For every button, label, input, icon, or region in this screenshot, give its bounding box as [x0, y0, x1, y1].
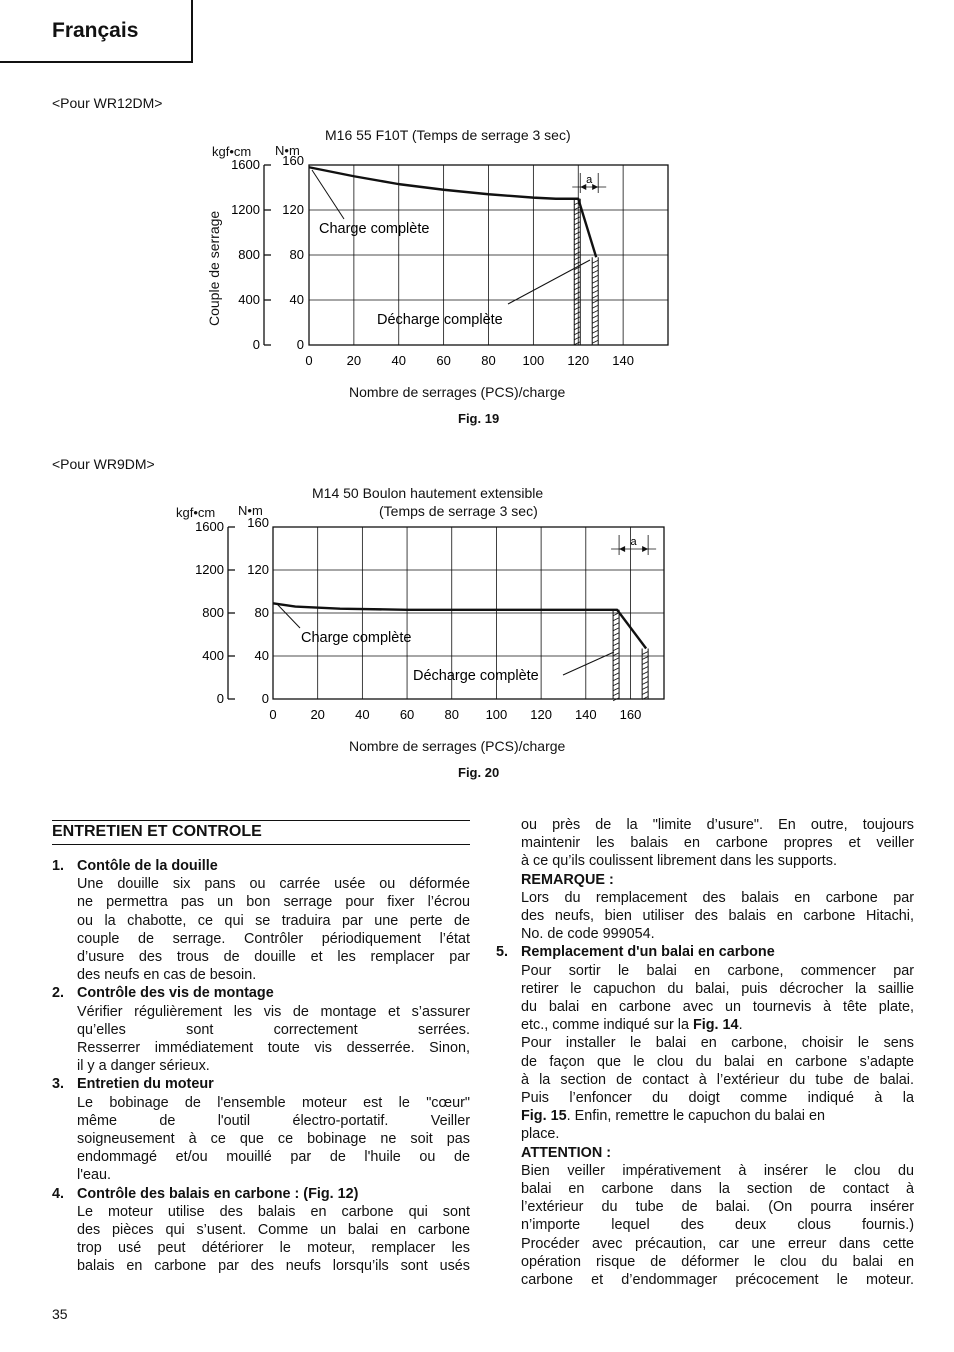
fig19-model: <Pour WR12DM>: [52, 95, 163, 111]
y-tick-label-kgf: 400: [238, 292, 260, 307]
item5-title: Remplacement d'un balai en carbone: [521, 944, 775, 961]
continuation-line: ou près de la "limite d’usure". En outre, toujours: [521, 817, 914, 833]
hatch-band-start-stroke: [613, 653, 619, 656]
remarque-line: des neufs, bien utiliser des balais en carbone Hitachi,: [521, 908, 914, 925]
item-title: Contrôle des balais en carbone : (Fig. 12): [77, 1185, 359, 1202]
fig20-title-line2: (Temps de serrage 3 sec): [379, 503, 538, 519]
continuation-line: maintenir les balais en carbone propres et veiller: [521, 835, 914, 852]
item-heading: [52, 857, 470, 875]
item-number: 4.: [52, 1185, 65, 1202]
remarque-line: Lors du remplacement des balais en carbone par: [521, 889, 914, 906]
remarque-line: No. de code 999054.: [521, 926, 655, 943]
y-tick-label-nm: 0: [296, 337, 304, 352]
x-tick-label: 100: [522, 353, 545, 368]
attention-line: Procéder avec précaution, car une erreur dans cette: [521, 1235, 914, 1252]
y-tick-label-kgf: 0: [216, 691, 224, 706]
hatch-band-start-stroke: [613, 638, 619, 641]
fig20-xlabel: Nombre de serrages (PCS)/charge: [349, 738, 566, 754]
item5-text-a-last: [496, 1016, 914, 1034]
hatch-band-end-stroke: [642, 691, 648, 694]
item-body-line: balais en carbone par des neufs lorsqu’ils sont usés: [77, 1258, 470, 1275]
x-tick-label: 140: [612, 353, 634, 368]
item5a-line: du balai en carbone avec un tournevis à tête plate,: [521, 999, 914, 1016]
dimension-label: a: [630, 536, 637, 548]
hatch-band-end-stroke: [642, 656, 648, 659]
attention-text: [496, 1162, 914, 1289]
y-tick-label-kgf: 800: [202, 605, 224, 620]
label-full-charge: Charge complète: [319, 221, 430, 237]
label-discharge: Décharge complète: [413, 668, 539, 684]
hatch-band-start-stroke: [613, 668, 619, 671]
x-tick-label: 60: [436, 353, 451, 368]
leader-discharge: [563, 652, 614, 675]
item5-text-b: [496, 1034, 914, 1107]
continuation-line: à ce qu’ils coulissent librement dans les supports.: [521, 853, 837, 870]
item5-text-b-fig: [496, 1107, 914, 1125]
y-tick-label-nm: 160: [247, 515, 269, 530]
item5a-line: retirer le capuchon du balai, puis décrocher la saillie: [521, 980, 914, 997]
hatch-band-start-stroke: [613, 678, 619, 681]
attention-heading: ATTENTION :: [521, 1144, 612, 1161]
hatch-band-start-stroke: [613, 643, 619, 646]
item-body-line: ou la chabotte, ce qui se traduira par une perte de: [77, 912, 470, 929]
y-tick-label-nm: 0: [261, 691, 269, 706]
fig20-caption: Fig. 20: [458, 765, 500, 780]
item5b-line: Puis l’enfoncer du doigt comme indiqué à la: [521, 1090, 914, 1107]
fig19-unit-nm: N•m: [275, 143, 300, 158]
hatch-band-start-stroke: [613, 648, 619, 651]
fig20-model: <Pour WR9DM>: [52, 456, 155, 472]
attention-line: n’importe lequel des deux clous fournis.): [521, 1217, 914, 1234]
y-tick-label-kgf: 1200: [195, 562, 224, 577]
item-body-line: ne permettra pas un bon serrage pour fixer l’écrou: [77, 894, 470, 911]
hatch-band-end-stroke: [642, 661, 648, 664]
fig20-title-line1: M14 50 Boulon hautement extensible: [312, 485, 544, 501]
attention-line: opération risque de déformer le clou du balai en: [521, 1253, 914, 1270]
fig20-unit-kgf: kgf•cm: [176, 505, 216, 520]
item-body-line: soigneusement à ce que ce bobinage ne soit pas: [77, 1131, 470, 1148]
item-body-line: Le bobinage de l'ensemble moteur est le "cœur": [77, 1094, 470, 1111]
x-tick-label: 60: [399, 707, 415, 722]
item-title: Entretien du moteur: [77, 1076, 214, 1093]
item5b-line: à la section de contact à l’extérieur du tube de balai.: [521, 1071, 914, 1088]
x-tick-label: 0: [269, 707, 277, 722]
item5-b-post: . Enfin, remettre le capuchon du balai en: [566, 1108, 825, 1125]
hatch-band-start-stroke: [613, 683, 619, 686]
y-tick-label-nm: 160: [282, 153, 304, 168]
item-body-line: des neufs en cas de besoin.: [77, 967, 257, 984]
item-title: Contôle de la douille: [77, 858, 218, 874]
item-heading: [52, 1185, 470, 1203]
y-tick-label-nm: 40: [289, 292, 304, 307]
page-title: Français: [52, 19, 139, 42]
x-tick-label: 40: [355, 707, 370, 722]
remarque-text: [496, 889, 914, 944]
item-body-line: il y a danger sérieux.: [77, 1058, 210, 1075]
hatch-band-end-stroke: [642, 671, 648, 674]
hatch-band-end-stroke: [642, 681, 648, 684]
page-number: 35: [52, 1306, 68, 1322]
item-body-line: qu’elles sont correctement serrées.: [77, 1021, 470, 1038]
item-body-line: Le moteur utilise des balais en carbone qui sont: [77, 1203, 470, 1220]
item5-text-b-last: place.: [521, 1126, 560, 1143]
y-tick-label-nm: 80: [254, 605, 269, 620]
item-body-line: d’usure des trous de douille et les remplacer par: [77, 949, 470, 966]
x-tick-label: 120: [567, 353, 590, 368]
y-tick-label-nm: 120: [247, 562, 269, 577]
item-body-line: trop usé peut détériorer le moteur, remplacer les: [77, 1240, 470, 1257]
y-tick-label-kgf: 1200: [231, 202, 260, 217]
label-full-charge: Charge complète: [301, 630, 412, 646]
y-tick-label-nm: 40: [254, 648, 269, 663]
item5-heading: [496, 943, 914, 961]
x-tick-label: 160: [619, 707, 642, 722]
item5b-line: Pour installer le balai en carbone, choisir le sens: [521, 1035, 914, 1052]
x-tick-label: 40: [391, 353, 406, 368]
left-column: [52, 857, 470, 1276]
remarque-heading: REMARQUE :: [521, 871, 614, 888]
item5-a-last-post: .: [738, 1017, 743, 1034]
x-tick-label: 100: [485, 707, 508, 722]
item5-a-last-pre: etc., comme indiqué sur la: [521, 1017, 693, 1034]
item-body-line: Vérifier régulièrement les vis de montage et s’assurer: [77, 1003, 470, 1020]
x-tick-label: 20: [310, 707, 325, 722]
hatch-band-start-stroke: [613, 688, 619, 691]
hatch-band-start-stroke: [613, 658, 619, 661]
y-tick-label-kgf: 0: [252, 337, 260, 352]
item-number: 1.: [52, 858, 65, 874]
hatch-band-start-stroke: [613, 673, 619, 676]
y-tick-label-kgf: 800: [238, 247, 260, 262]
y-tick-label-nm: 120: [282, 202, 304, 217]
hatch-band-end-stroke: [642, 686, 648, 689]
hatch-band-end-stroke: [642, 666, 648, 669]
fig19-caption: Fig. 19: [458, 411, 500, 426]
hatch-band-start-stroke: [613, 623, 619, 626]
item-body: [52, 1094, 470, 1185]
item-body-line: couple de serrage. Contrôler périodiquement l’état: [77, 930, 470, 947]
fig20-unit-nm: N•m: [238, 503, 263, 518]
y-tick-label-kgf: 1600: [195, 519, 224, 534]
hatch-band-start-stroke: [613, 693, 619, 696]
section-title: ENTRETIEN ET CONTROLE: [52, 820, 470, 845]
item-body-line: Resserrer immédiatement toute vis desserrée. Sinon,: [77, 1040, 470, 1057]
item-number: 2.: [52, 985, 65, 1002]
attention-line: carbone et d’endommager précocement le moteur.: [521, 1272, 914, 1289]
hatch-band-end-stroke: [642, 651, 648, 654]
item5a-line: Pour sortir le balai en carbone, commencer par: [521, 962, 914, 979]
item5-fig15-ref: Fig. 15: [521, 1108, 567, 1125]
x-tick-label: 0: [305, 353, 313, 368]
dimension-arrow: [642, 546, 648, 552]
right-column: [496, 816, 914, 1289]
item-body: [52, 1203, 470, 1276]
hatch-band-start-stroke: [613, 628, 619, 631]
x-tick-label: 20: [346, 353, 362, 368]
x-tick-label: 80: [481, 353, 496, 368]
attention-line: balai en carbone dans la section de contact à: [521, 1181, 914, 1198]
dimension-arrow: [619, 546, 625, 552]
item5-text-a: [496, 962, 914, 1017]
item-body-line: même de l'outil électro-portatif. Veiller: [77, 1112, 470, 1129]
item4-continuation: [496, 816, 914, 871]
attention-line: Bien veiller impérativement à insérer le clou du: [521, 1162, 914, 1179]
x-tick-label: 120: [530, 707, 552, 722]
item-heading: [52, 984, 470, 1002]
x-tick-label: 140: [574, 707, 597, 722]
y-tick-label-kgf: 400: [202, 648, 224, 663]
hatch-band-start-stroke: [613, 633, 619, 636]
item-title: Contrôle des vis de montage: [77, 985, 274, 1002]
item-body-line: des pièces qui s’usent. Comme un balai en carbone: [77, 1222, 470, 1239]
item-number: 3.: [52, 1076, 65, 1093]
item5-number: 5.: [496, 944, 509, 961]
hatch-band-start-stroke: [613, 618, 619, 621]
y-tick-label-nm: 80: [289, 247, 304, 262]
item5-fig14-ref: Fig. 14: [692, 1017, 739, 1034]
item-body-line: endommagé et/ou mouillé par de l'huile ou de: [77, 1149, 470, 1166]
fig19-title: M16 55 F10T (Temps de serrage 3 sec): [325, 127, 571, 143]
item-body-line: l'eau.: [77, 1167, 111, 1184]
item5b-line: de façon que le clou du balai en carbone s’adapte: [521, 1053, 914, 1070]
item-body-line: Une douille six pans ou carrée usée ou déformée: [77, 876, 470, 893]
fig19-ylabel: Couple de serrage: [206, 210, 222, 326]
attention-line: l’extérieur du tube de balai. (On pourra insérer: [521, 1199, 914, 1216]
label-discharge: Décharge complète: [377, 312, 503, 328]
item-body: [52, 875, 470, 984]
x-tick-label: 80: [444, 707, 459, 722]
dimension-label: a: [586, 174, 593, 186]
hatch-band-start-stroke: [613, 663, 619, 666]
y-tick-label-kgf: 1600: [231, 157, 260, 172]
item-body: [52, 1003, 470, 1076]
fig19-unit-kgf: kgf•cm: [212, 144, 252, 159]
fig19-xlabel: Nombre de serrages (PCS)/charge: [349, 384, 566, 400]
item-heading: [52, 1075, 470, 1093]
hatch-band-end-stroke: [642, 676, 648, 679]
